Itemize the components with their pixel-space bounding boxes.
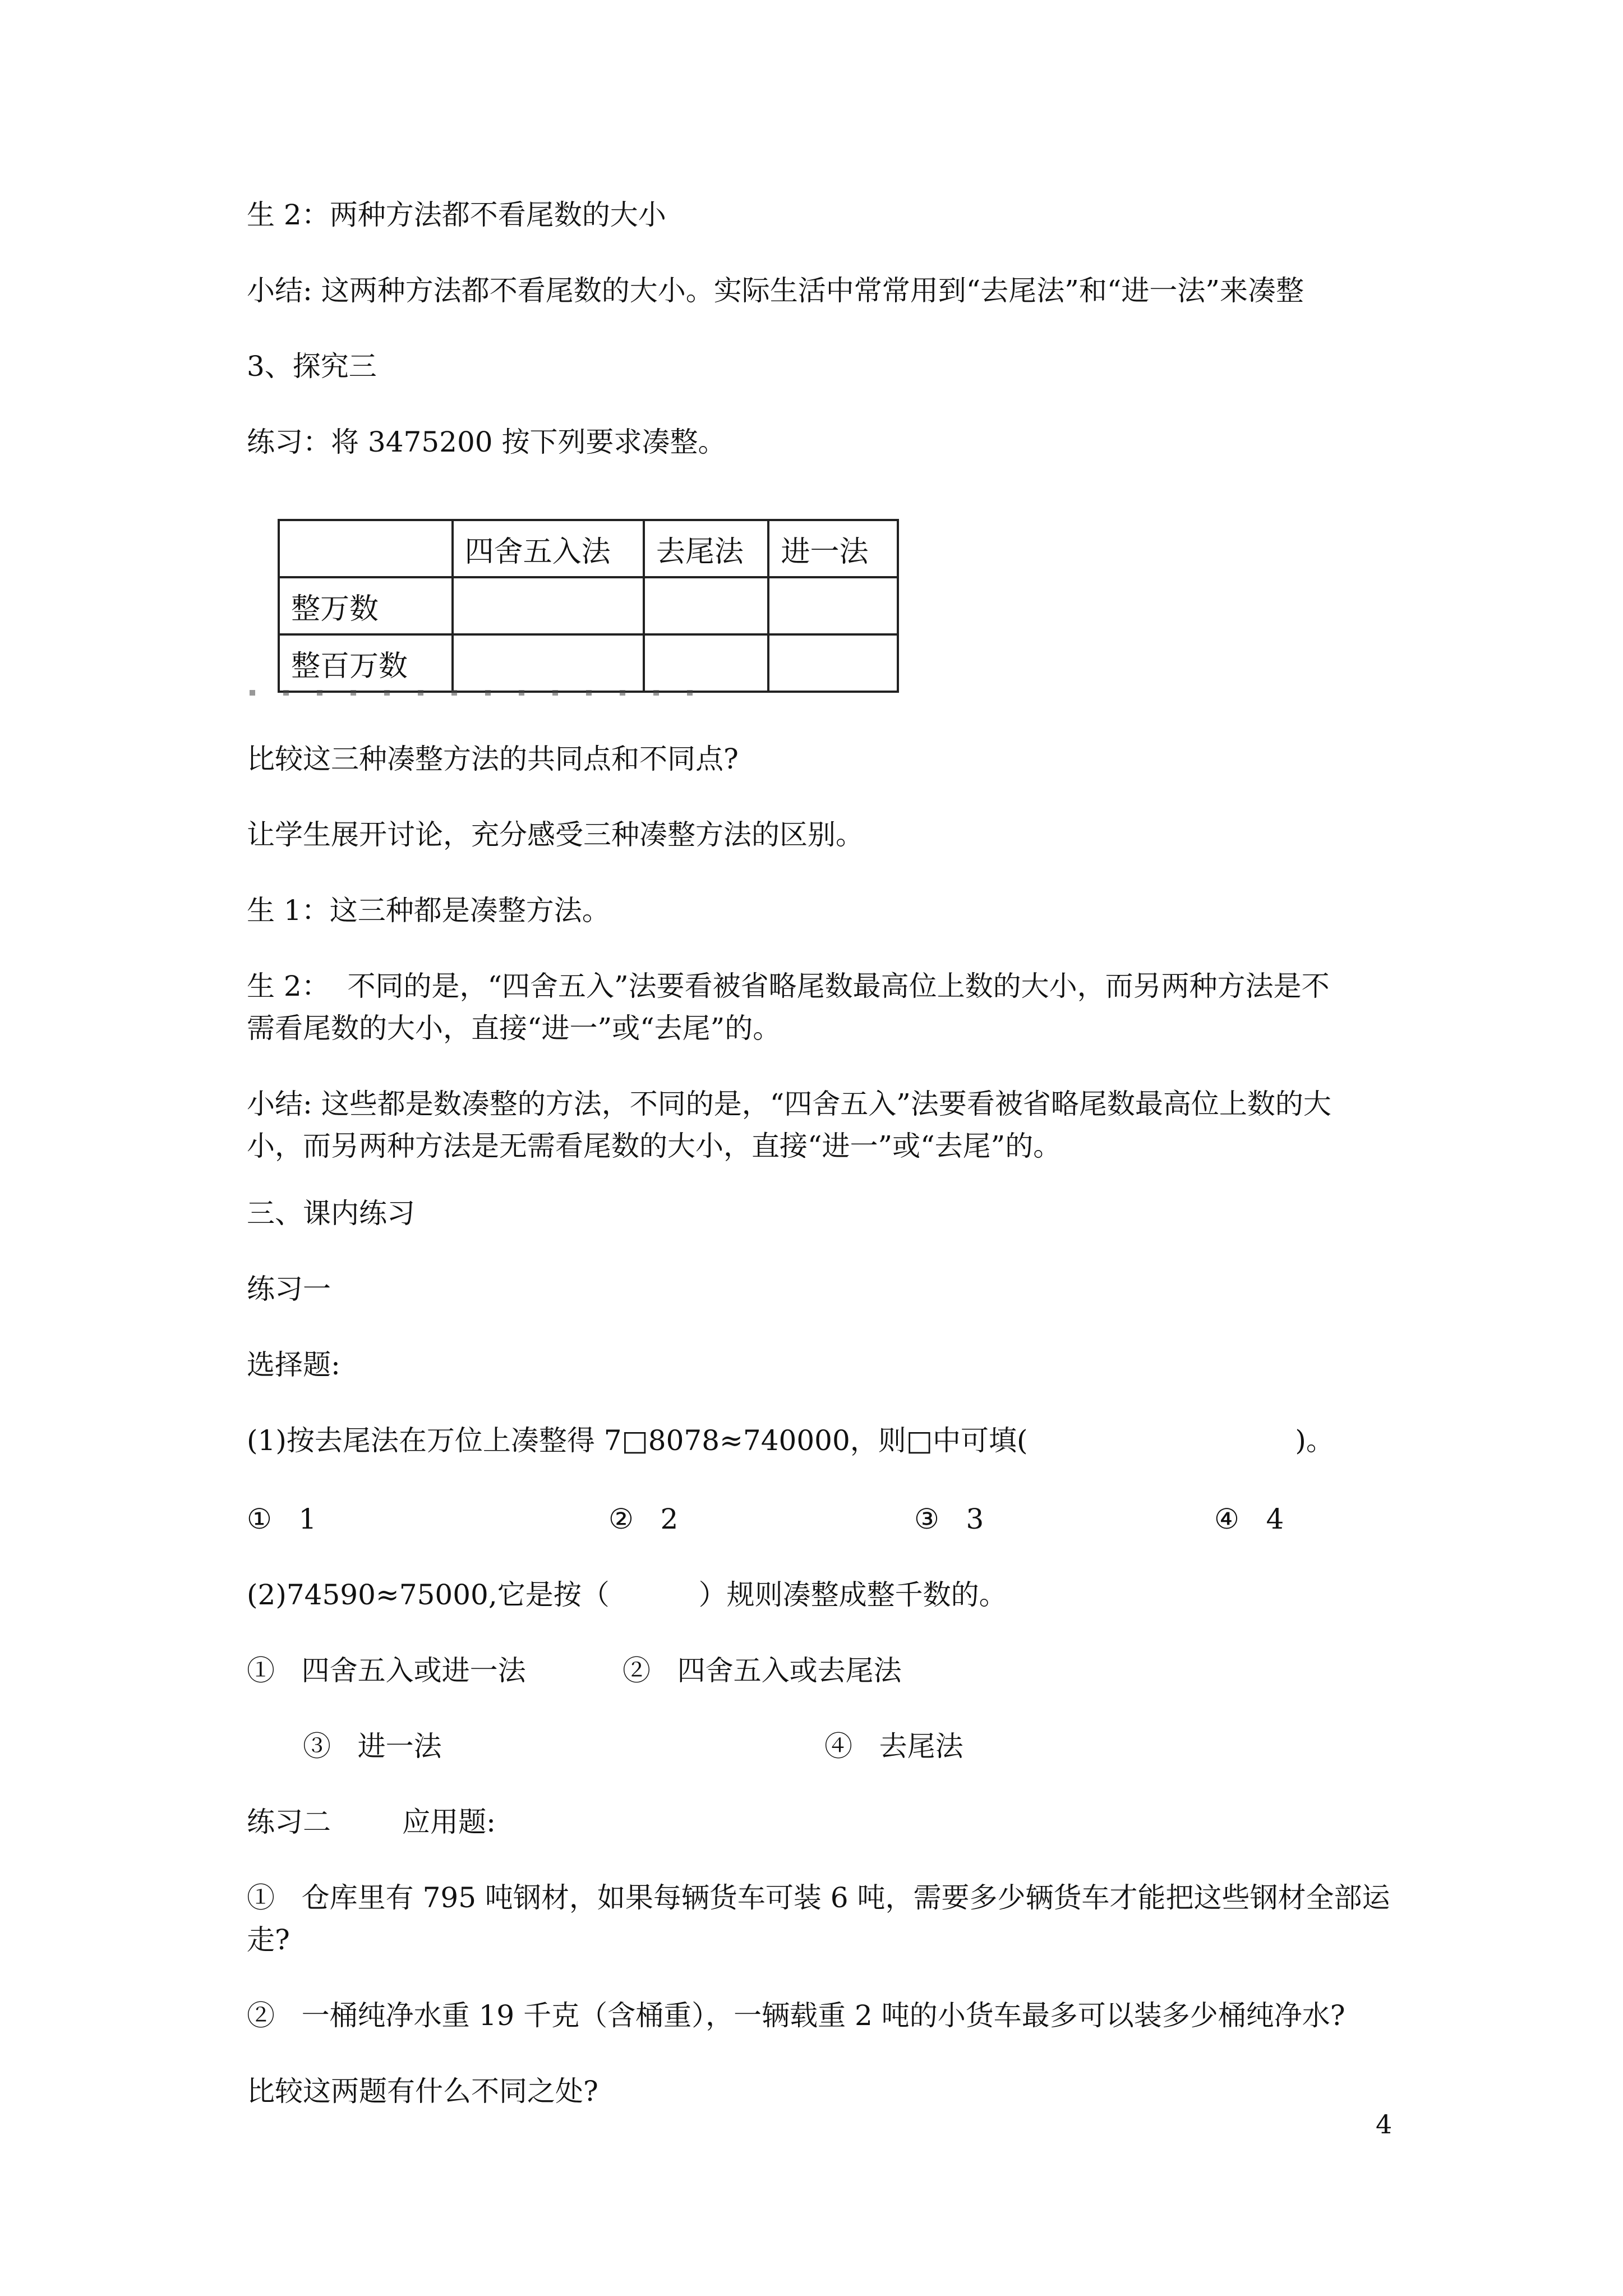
table-cell [768, 634, 898, 692]
text-line: 比较这三种凑整方法的共同点和不同点? [247, 743, 739, 775]
option-4: ④ 4 [1214, 1503, 1284, 1535]
text-line: ① 仓库里有 795 吨钢材，如果每辆货车可装 6 吨，需要多少辆货车才能把这些钢材全部运 [247, 1881, 1390, 1914]
table-cell [644, 577, 769, 634]
table-header-cell [279, 520, 453, 577]
option-3: ③ 进一法 [303, 1730, 442, 1763]
table-row-label: 整万数 [279, 577, 453, 634]
option-2: ② 四舍五入或去尾法 [623, 1654, 902, 1687]
table-cell [453, 577, 644, 634]
table-row [279, 577, 898, 634]
question-1: (1)按去尾法在万位上凑整得 7□8078≈740000，则□中可填( )。 [247, 1424, 1334, 1457]
section-heading: 三、课内练习 [247, 1197, 415, 1230]
table-cell [453, 634, 644, 692]
table-header-cell: 进一法 [768, 520, 898, 577]
text-line: 需看尾数的大小，直接“进一”或“去尾”的。 [247, 1012, 781, 1045]
text-line: 生 2：两种方法都不看尾数的大小 [247, 199, 666, 231]
text-line: ② 一桶纯净水重 19 千克（含桶重），一辆载重 2 吨的小货车最多可以装多少桶纯净水? [247, 1999, 1345, 2032]
text-line: 走? [247, 1924, 290, 1956]
scan-artifact [250, 690, 698, 696]
option-1: ① 四舍五入或进一法 [247, 1654, 526, 1687]
rounding-table [278, 519, 899, 693]
table-cell [768, 577, 898, 634]
text-line: 选择题: [247, 1349, 340, 1381]
text-line: 比较这两题有什么不同之处? [247, 2075, 598, 2108]
text-line: 小结: 这些都是数凑整的方法，不同的是，“四舍五入”法要看被省略尾数最高位上数的大 [247, 1088, 1331, 1120]
option-3: ③ 3 [914, 1503, 984, 1535]
table-row [279, 634, 898, 692]
table-cell [644, 634, 769, 692]
text-line: 生 1：这三种都是凑整方法。 [247, 894, 610, 927]
text-line: 练习：将 3475200 按下列要求凑整。 [247, 426, 726, 458]
text-line: 练习二 应用题: [247, 1806, 496, 1838]
section-heading: 3、探究三 [247, 350, 377, 383]
table-header-row [279, 520, 898, 577]
table-header-cell: 去尾法 [644, 520, 769, 577]
text-line: 练习一 [247, 1273, 331, 1305]
text-line: 让学生展开讨论，充分感受三种凑整方法的区别。 [247, 818, 864, 851]
text-line: 生 2： 不同的是，“四舍五入”法要看被省略尾数最高位上数的大小，而另两种方法是不 [247, 970, 1330, 1002]
table-header-cell: 四舍五入法 [453, 520, 644, 577]
option-2: ② 2 [608, 1503, 679, 1535]
question-2: (2)74590≈75000,它是按（ ）规则凑整成整千数的。 [247, 1579, 1007, 1611]
text-line: 小，而另两种方法是无需看尾数的大小，直接“进一”或“去尾”的。 [247, 1130, 1062, 1162]
option-4: ④ 去尾法 [824, 1730, 963, 1763]
option-1: ① 1 [247, 1503, 317, 1535]
text-line: 小结: 这两种方法都不看尾数的大小。实际生活中常常用到“去尾法”和“进一法”来凑整 [247, 274, 1304, 307]
page-number: 4 [1376, 2109, 1393, 2139]
table-row-label: 整百万数 [279, 634, 453, 692]
